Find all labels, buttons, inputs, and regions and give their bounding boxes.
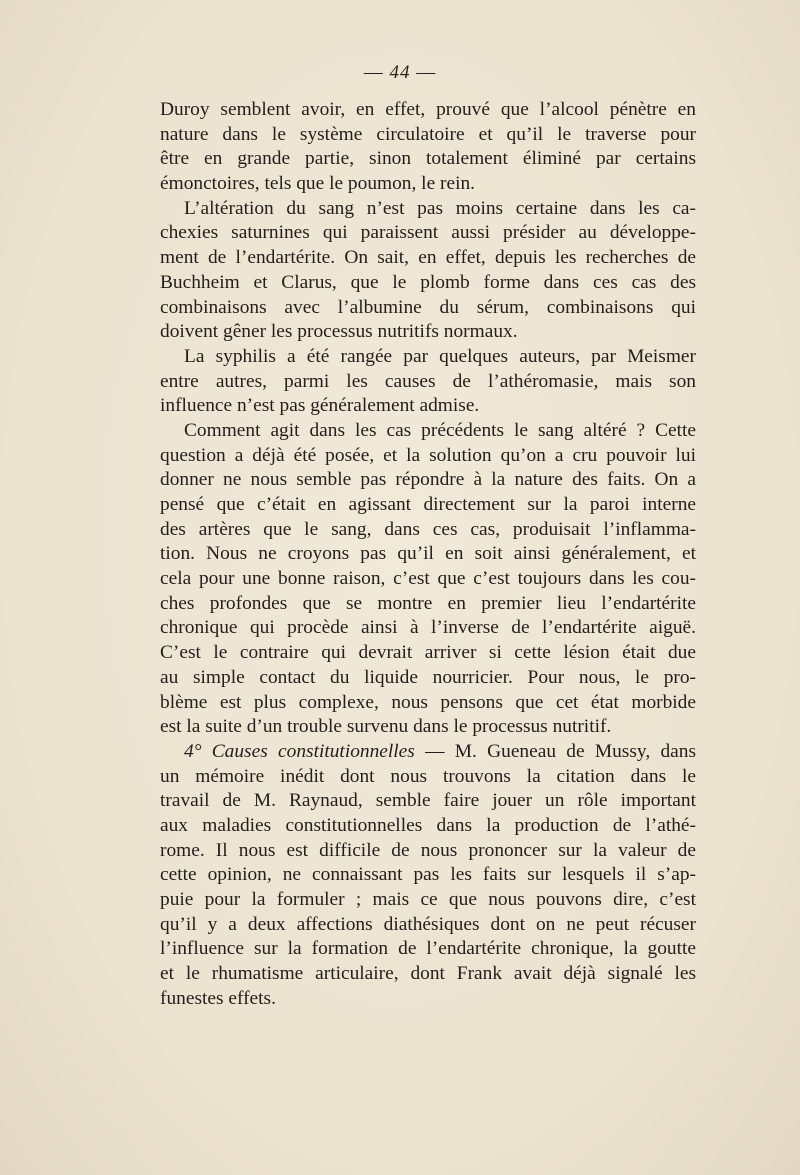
text-line: question a déjà été posée, et la solution qu’on a cru pouvoir lui [160, 444, 696, 466]
text-line: au simple contact du liquide nourricier. Pour nous, le pro- [160, 666, 696, 688]
text-line: La syphilis a été rangée par quelques auteurs, par Meismer [184, 345, 696, 367]
text-line: donner ne nous semble pas répondre à la nature des faits. On a [160, 469, 696, 491]
text-line: Comment agit dans les cas précédents le sang altéré ? Cette [184, 419, 696, 441]
text-line: pensé que c’était en agissant directement sur la paroi interne [160, 494, 696, 515]
text-line: rome. Il nous est difficile de nous prononcer sur la valeur de [160, 839, 696, 861]
text-line: aux maladies constitutionnelles dans la production de l’athé- [160, 814, 696, 836]
section-title: Causes constitutionnelles [211, 740, 415, 762]
page-number-value: 44 [389, 62, 411, 83]
text-line: tion. Nous ne croyons pas qu’il en soit ainsi généralement, et [160, 543, 696, 565]
text-line: être en grande partie, sinon totalement éliminé par certains [160, 148, 696, 170]
text-line: ment de l’endartérite. On sait, en effet, depuis les recherches de [160, 247, 696, 269]
text-line: des artères que le sang, dans ces cas, produisait l’inflamma- [160, 518, 696, 540]
text-line: L’altération du sang n’est pas moins certaine dans les ca- [184, 197, 696, 219]
text-line: émonctoires, tels que le poumon, le rein. [160, 173, 476, 195]
text-line: travail de M. Raynaud, semble faire jouer un rôle important [160, 790, 696, 812]
page-number-dash-left: — [363, 62, 384, 83]
text-line: C’est le contraire qui devrait arriver si cette lésion était due [160, 642, 696, 664]
text-line: doivent gêner les processus nutritifs normaux. [160, 321, 518, 343]
text-line: l’influence sur la formation de l’endartérite chronique, la goutte [160, 938, 696, 960]
text-line: cela pour une bonne raison, c’est que c’est toujours dans les cou- [160, 568, 696, 590]
page-number-dash-right: — [416, 62, 437, 83]
text-line: ches profondes que se montre en premier lieu l’endartérite [160, 592, 696, 614]
text-line: puie pour la formuler ; mais ce que nous pouvons dire, c’est [160, 889, 696, 910]
section-heading-line [160, 740, 696, 765]
text-line: influence n’est pas généralement admise. [160, 395, 480, 417]
section-number: 4° [184, 740, 202, 762]
text-line: nature dans le système circulatoire et qu’il le traverse pour [160, 123, 696, 145]
text-line: funestes effets. [160, 987, 276, 1009]
section-heading-rest: — M. Gueneau de Mussy, dans [414, 740, 696, 762]
text-line: combinaisons avec l’albumine du sérum, combinaisons qui [160, 296, 696, 318]
page-number [0, 62, 800, 84]
text-line: chronique qui procède ainsi à l’inverse de l’endartérite aiguë. [160, 617, 696, 639]
body-text [160, 98, 696, 1011]
text-line: est la suite d’un trouble survenu dans le processus nutritif. [160, 716, 612, 738]
text-line: Duroy semblent avoir, en effet, prouvé que l’alcool pénètre en [160, 99, 696, 120]
text-line: qu’il y a deux affections diathésiques dont on ne peut récuser [160, 913, 696, 935]
text-line: un mémoire inédit dont nous trouvons la citation dans le [160, 765, 696, 787]
text-line: chexies saturnines qui paraissent aussi présider au développe- [160, 222, 696, 244]
text-line: blème est plus complexe, nous pensons que cet état morbide [160, 691, 696, 713]
text-line: et le rhumatisme articulaire, dont Frank avait déjà signalé les [160, 963, 696, 985]
text-line: entre autres, parmi les causes de l’athéromasie, mais son [160, 370, 696, 392]
text-line: cette opinion, ne connaissant pas les faits sur lesquels il s’ap- [160, 864, 696, 886]
text-line: Buchheim et Clarus, que le plomb forme dans ces cas des [160, 271, 696, 293]
